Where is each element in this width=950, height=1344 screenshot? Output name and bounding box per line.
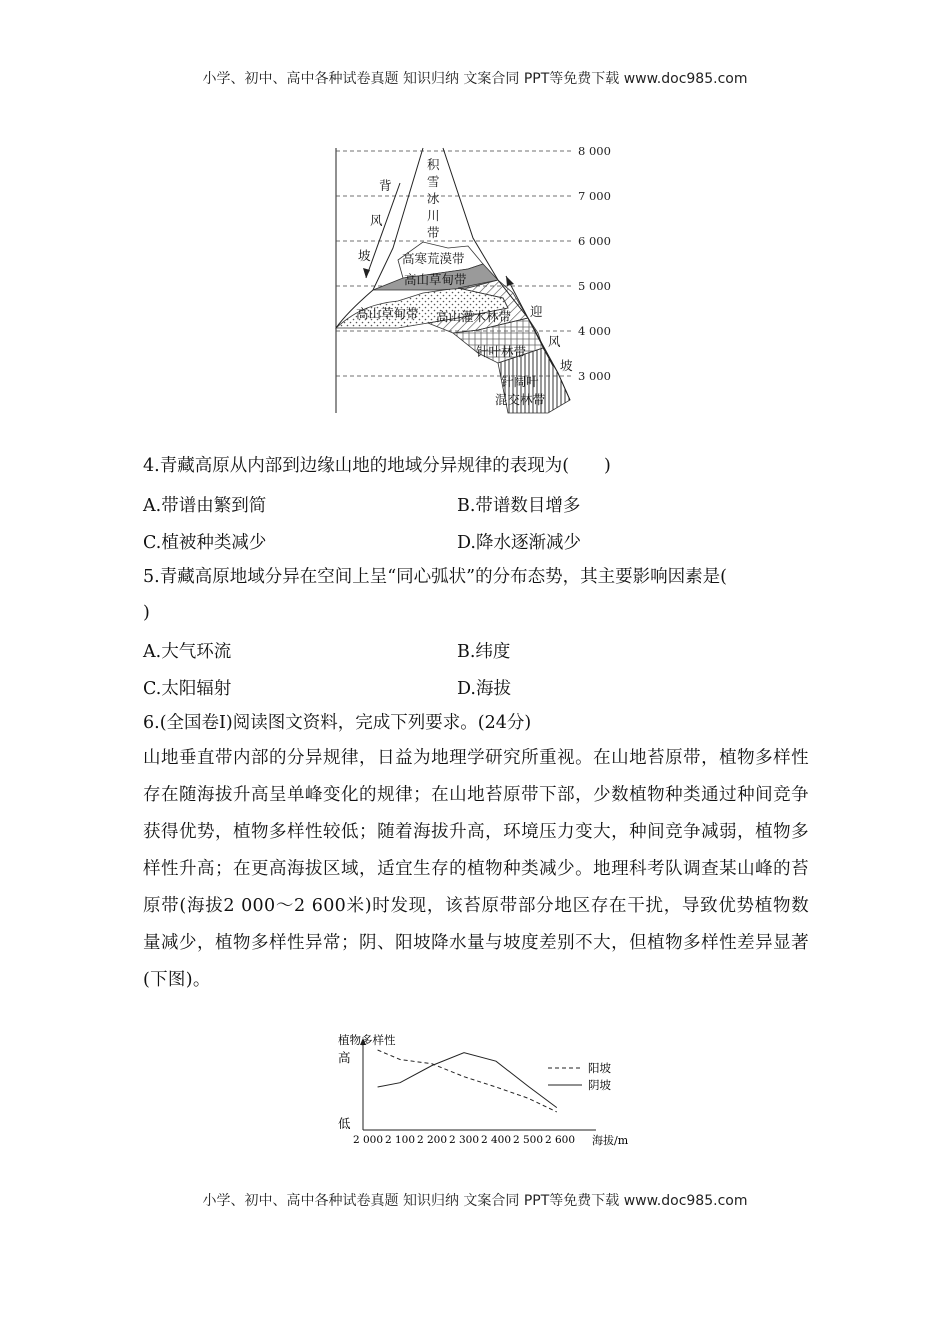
elev-3000: 3 000 bbox=[578, 369, 611, 383]
q6-paragraph: 山地垂直带内部的分异规律，日益为地理学研究所重视。在山地苔原带，植物多样性存在随海拔升高呈单峰变化的规律；在山地苔原带下部，少数植物种类通过种间竞争获得优势，植物多样性较低；随着海拔升高，环境压力变大，种间竞争减弱，植物多样性升高；在更高海拔区域，适宜生存的植物种类减少。地理科考队调查某山峰的苔原带(海拔2 000～2 600米)时发现，该苔原带部分地区存在干扰，导致优势植物数量减少，植物多样性异常；阴、阳坡降水量与坡度差别不大，但植物多样性差异显著(下图)。 bbox=[143, 748, 809, 990]
elev-5000: 5 000 bbox=[578, 279, 611, 293]
q5-option-d: D.海拔 bbox=[457, 679, 511, 699]
x-axis-label: 海拔/m bbox=[592, 1134, 628, 1147]
snow-zone-char-1: 积 bbox=[427, 157, 440, 172]
windward-char-2: 风 bbox=[548, 334, 561, 349]
leeward-char-2: 风 bbox=[370, 213, 383, 228]
leeward-char-1: 背 bbox=[379, 178, 392, 193]
x-tick-label: 2 400 bbox=[480, 1134, 512, 1146]
series-line-sunny-slope bbox=[378, 1050, 557, 1112]
x-tick-label: 2 600 bbox=[544, 1134, 576, 1146]
q4-option-c: C.植被种类减少 bbox=[143, 533, 267, 553]
page-footer: 小学、初中、高中各种试卷真题 知识归纳 文案合同 PPT等免费下载 www.doc985.com bbox=[202, 1193, 748, 1209]
conifer-label: 针叶林带 bbox=[476, 344, 527, 359]
leeward-char-3: 坡 bbox=[358, 248, 371, 263]
q4-option-b: B.带谱数目增多 bbox=[457, 496, 581, 516]
q5-stem-cont: ) bbox=[143, 603, 150, 623]
snow-zone-char-3: 冰 bbox=[427, 191, 440, 206]
elev-4000: 4 000 bbox=[578, 324, 611, 338]
q5-option-b: B.纬度 bbox=[457, 642, 511, 662]
alpine-meadow-left-label: 高山草甸带 bbox=[356, 306, 419, 321]
x-tick-label: 2 000 bbox=[352, 1134, 384, 1146]
plant-diversity-chart bbox=[338, 1032, 628, 1147]
y-high-label: 高 bbox=[338, 1050, 351, 1065]
y-axis-label: 植物多样性 bbox=[338, 1033, 396, 1047]
alpine-meadow-top-label: 高山草甸带 bbox=[404, 272, 467, 287]
legend-label: 阳坡 bbox=[588, 1061, 611, 1075]
snow-zone-char-5: 带 bbox=[427, 225, 440, 240]
x-tick-label: 2 200 bbox=[416, 1134, 448, 1146]
x-tick-label: 2 500 bbox=[512, 1134, 544, 1146]
elev-8000: 8 000 bbox=[578, 144, 611, 158]
q4-stem: 4.青藏高原从内部到边缘山地的地域分异规律的表现为( ) bbox=[143, 456, 611, 476]
q6-stem: 6.(全国卷Ⅰ)阅读图文资料，完成下列要求。(24分) bbox=[143, 713, 532, 733]
q5-option-c: C.太阳辐射 bbox=[143, 679, 232, 699]
x-tick-label: 2 100 bbox=[384, 1134, 416, 1146]
windward-char-1: 迎 bbox=[530, 304, 543, 319]
mountain-zones-figure bbox=[328, 138, 628, 418]
q5-option-a: A.大气环流 bbox=[143, 642, 232, 662]
mixed-forest-label-2: 混交林带 bbox=[495, 392, 546, 407]
x-tick-label: 2 300 bbox=[448, 1134, 480, 1146]
mixed-forest-label-1: 针阔叶 bbox=[501, 374, 539, 389]
snow-zone-char-2: 雪 bbox=[427, 174, 440, 189]
alpine-shrub-label: 高山灌木林带 bbox=[436, 309, 512, 324]
series-line-shady-slope bbox=[378, 1053, 557, 1108]
elev-7000: 7 000 bbox=[578, 189, 611, 203]
page-header: 小学、初中、高中各种试卷真题 知识归纳 文案合同 PPT等免费下载 www.doc985.com bbox=[202, 71, 748, 87]
q4-option-d: D.降水逐渐减少 bbox=[457, 533, 581, 553]
windward-char-3: 坡 bbox=[560, 358, 573, 373]
legend-label: 阴坡 bbox=[588, 1078, 611, 1092]
alpine-desert-label: 高寒荒漠带 bbox=[402, 251, 465, 266]
y-low-label: 低 bbox=[338, 1116, 351, 1131]
q5-stem: 5.青藏高原地域分异在空间上呈“同心弧状”的分布态势，其主要影响因素是( bbox=[143, 567, 727, 587]
elev-6000: 6 000 bbox=[578, 234, 611, 248]
q4-option-a: A.带谱由繁到简 bbox=[143, 496, 267, 516]
snow-zone-char-4: 川 bbox=[427, 208, 440, 223]
